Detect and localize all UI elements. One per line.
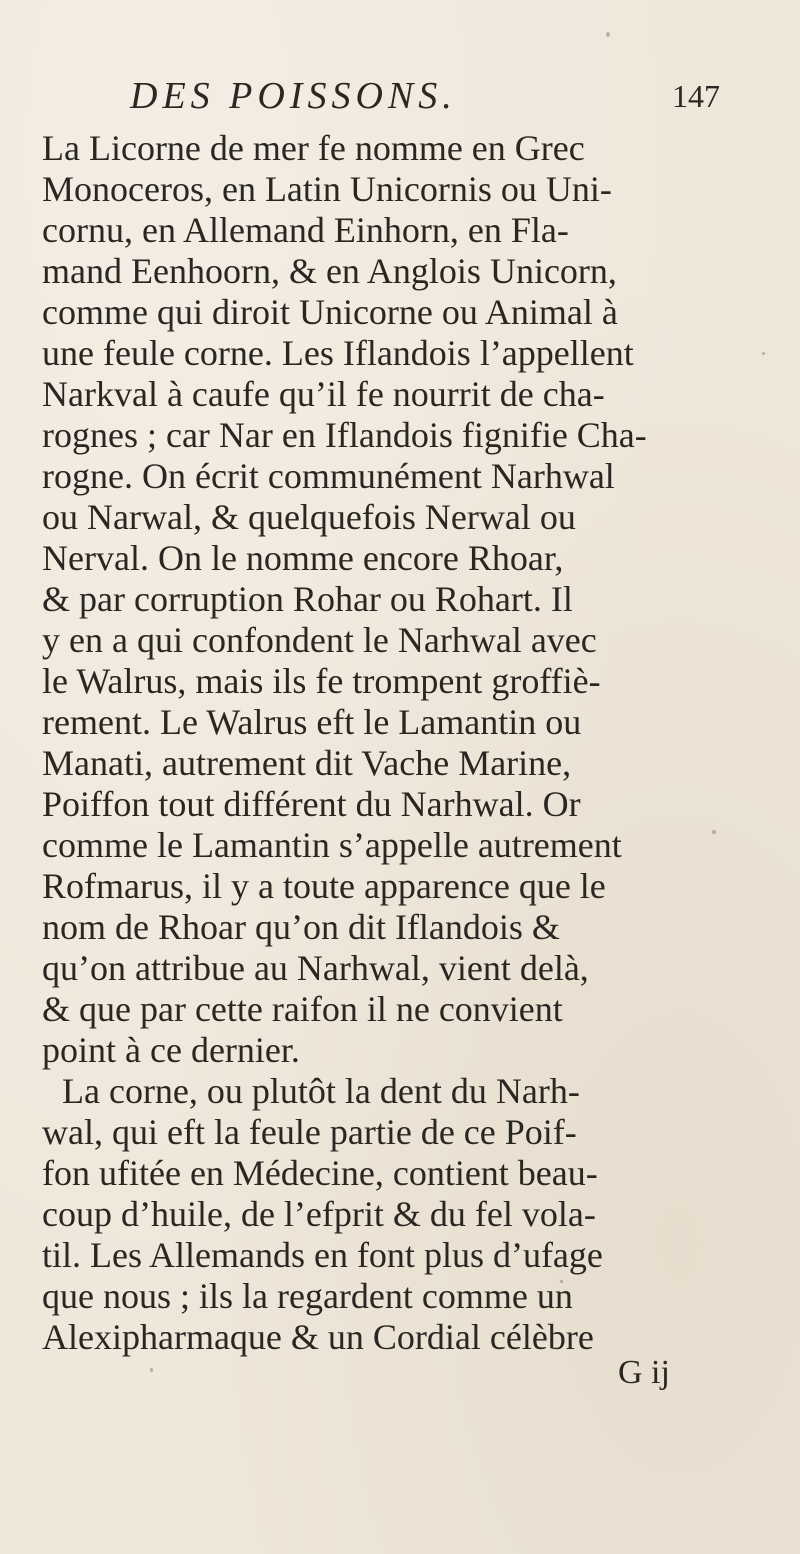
text-line: Alexipharmaque & un Cordial célèbre bbox=[42, 1317, 594, 1357]
signature-mark: G ij bbox=[618, 1354, 670, 1391]
running-title: DES POISSONS. bbox=[130, 75, 457, 117]
text-line: nom de Rhoar qu’on dit Iflandois & bbox=[42, 907, 560, 947]
text-line: que nous ; ils la regardent comme un bbox=[42, 1276, 573, 1316]
text-line: Narkval à caufe qu’il fe nourrit de cha- bbox=[42, 374, 605, 414]
text-line: ou Narwal, & quelquefois Nerwal ou bbox=[42, 497, 576, 537]
text-line: comme qui diroit Unicorne ou Animal à bbox=[42, 292, 618, 332]
text-line: fon ufitée en Médecine, contient beau- bbox=[42, 1153, 598, 1193]
text-line: qu’on attribue au Narhwal, vient delà, bbox=[42, 948, 589, 988]
text-line: La corne, ou plutôt la dent du Narh- bbox=[62, 1071, 580, 1111]
text-line: rement. Le Walrus eft le Lamantin ou bbox=[42, 702, 582, 742]
text-line: Manati, autrement dit Vache Marine, bbox=[42, 743, 572, 783]
text-line: comme le Lamantin s’appelle autrement bbox=[42, 825, 622, 865]
text-line: til. Les Allemands en font plus d’ufage bbox=[42, 1235, 603, 1275]
page-number: 147 bbox=[672, 78, 720, 114]
running-head bbox=[130, 74, 720, 124]
text-line: & que par cette raifon il ne convient bbox=[42, 989, 563, 1029]
text-line: Monoceros, en Latin Unicornis ou Uni- bbox=[42, 169, 612, 209]
paper-speck bbox=[762, 352, 765, 355]
text-line: Poiffon tout différent du Narhwal. Or bbox=[42, 784, 581, 824]
text-line: Nerval. On le nomme encore Rhoar, bbox=[42, 538, 564, 578]
paper-speck bbox=[606, 32, 610, 37]
text-line: wal, qui eft la feule partie de ce Poif- bbox=[42, 1112, 577, 1152]
text-line: le Walrus, mais ils fe trompent groffiè- bbox=[42, 661, 601, 701]
paper-speck bbox=[712, 830, 716, 834]
text-line: Rofmarus, il y a toute apparence que le bbox=[42, 866, 606, 906]
text-line: coup d’huile, de l’efprit & du fel vola- bbox=[42, 1194, 596, 1234]
text-line: cornu, en Allemand Einhorn, en Fla- bbox=[42, 210, 569, 250]
text-line: rogne. On écrit communément Narhwal bbox=[42, 456, 615, 496]
text-line: mand Eenhoorn, & en Anglois Unicorn, bbox=[42, 251, 617, 291]
text-line: rognes ; car Nar en Iflandois fignifie Cha- bbox=[42, 415, 647, 455]
text-line: y en a qui confondent le Narhwal avec bbox=[42, 620, 597, 660]
text-line: & par corruption Rohar ou Rohart. Il bbox=[42, 579, 573, 619]
text-line: La Licorne de mer fe nomme en Grec bbox=[42, 128, 585, 168]
text-line: une feule corne. Les Iflandois l’appellent bbox=[42, 333, 634, 373]
text-line: point à ce dernier. bbox=[42, 1030, 300, 1070]
paper-speck bbox=[150, 1368, 153, 1372]
paper-speck bbox=[560, 1280, 563, 1283]
